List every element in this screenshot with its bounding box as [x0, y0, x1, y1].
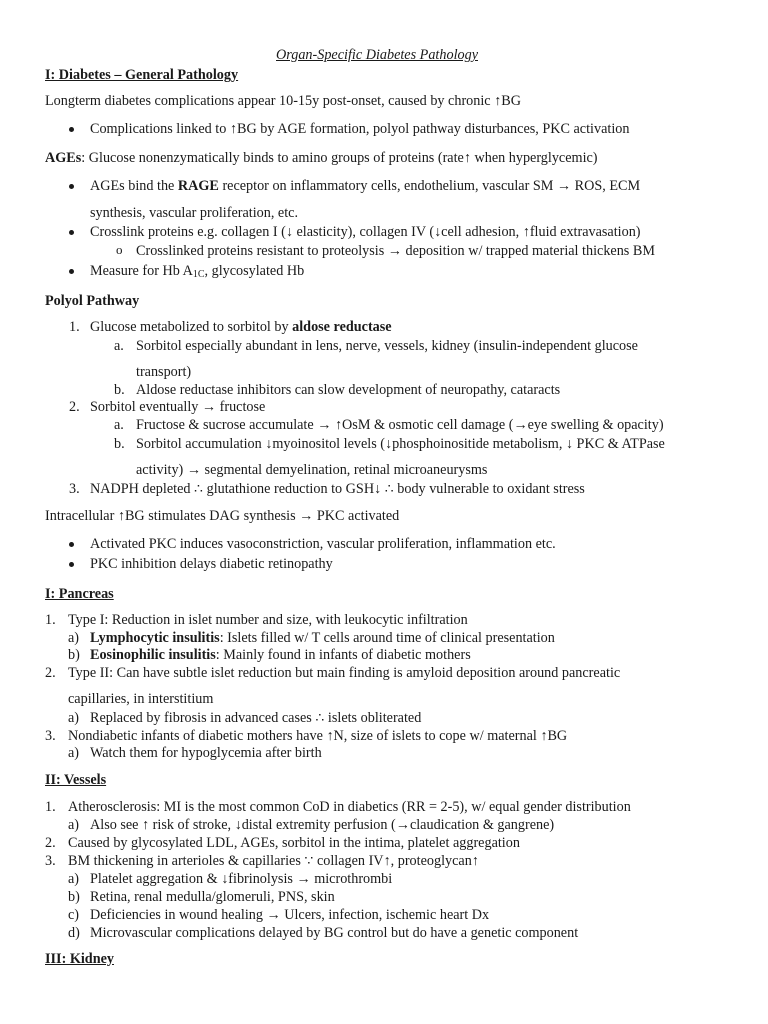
ages-paragraph: [45, 150, 598, 167]
aldose-reductase-term: aldose reductase: [292, 319, 392, 335]
section-heading-polyol: Polyol Pathway: [45, 293, 140, 309]
bullet-hba1c: [90, 263, 304, 283]
vessels-item-3d: Microvascular complications delayed by BG control but do have a genetic component: [90, 925, 579, 941]
polyol-item-2: Sorbitol eventually → fructose: [90, 399, 266, 415]
list-marker: 1.: [45, 799, 56, 815]
bullet-crosslink: Crosslink proteins e.g. collagen I (↓ elasticity), collagen IV (↓cell adhesion, ↑fluid extravasation): [90, 224, 641, 240]
vessels-item-1: Atherosclerosis: MI is the most common CoD in diabetics (RR = 2-5), w/ equal gender distribution: [68, 799, 631, 815]
sub-bullet-proteolysis: o Crosslinked proteins resistant to proteolysis → deposition w/ trapped material thickens BM: [136, 243, 655, 260]
page-title: Organ-Specific Diabetes Pathology: [276, 47, 478, 63]
pancreas-item-3: Nondiabetic infants of diabetic mothers have ↑N, size of islets to cope w/ maternal ↑BG: [68, 728, 568, 744]
list-marker: 3.: [69, 481, 80, 497]
list-marker: 2.: [45, 665, 56, 681]
list-marker: a): [68, 817, 80, 833]
lymphocytic-insulitis-text: : Islets filled w/ T cells around time of clinical presentation: [219, 630, 555, 646]
list-marker: a): [68, 710, 80, 726]
list-marker: 2.: [69, 399, 80, 415]
hba1c-subscript: 1C: [192, 269, 205, 280]
lymphocytic-insulitis-term: Lymphocytic insulitis: [90, 630, 220, 646]
list-marker: b.: [114, 382, 125, 398]
list-marker: d): [68, 925, 80, 941]
vessels-item-1a: Also see ↑ risk of stroke, ↓distal extremity perfusion (→claudication & gangrene): [90, 817, 555, 833]
pancreas-item-1a: [90, 630, 555, 647]
hba1c-post: , glycosylated Hb: [204, 263, 305, 279]
ages-text: : Glucose nonenzymatically binds to amino groups of proteins (rate↑ when hyperglycemic): [81, 150, 598, 166]
eosinophilic-insulitis-text: : Mainly found in infants of diabetic mothers: [215, 647, 471, 663]
section-heading-pancreas: I: Pancreas: [45, 586, 114, 602]
pancreas-item-1b: [90, 647, 471, 664]
polyol-item-1: [90, 319, 392, 336]
pancreas-item-1: Type I: Reduction in islet number and size, with leukocytic infiltration: [68, 612, 468, 628]
polyol-item-1b: Aldose reductase inhibitors can slow development of neuropathy, cataracts: [136, 382, 561, 398]
list-marker: b.: [114, 436, 125, 452]
list-marker: a): [68, 745, 80, 761]
vessels-item-3a: Platelet aggregation & ↓fibrinolysis → microthrombi: [90, 871, 393, 887]
list-marker: a.: [114, 338, 124, 354]
intro-text: Longterm diabetes complications appear 10-15y post-onset, caused by chronic ↑BG: [45, 93, 521, 109]
section-heading-vessels: II: Vessels: [45, 772, 107, 788]
section-heading-general-pathology: I: Diabetes – General Pathology: [45, 67, 239, 83]
list-marker: 2.: [45, 835, 56, 851]
polyol-item-2b: Sorbitol accumulation ↓myoinositol levels (↓phosphoinositide metabolism, ↓ PKC & ATPase: [136, 436, 665, 452]
bullet-pkc-activated: Activated PKC induces vasoconstriction, vascular proliferation, inflammation etc.: [90, 536, 556, 552]
bullet-complications: Complications linked to ↑BG by AGE formation, polyol pathway disturbances, PKC activation: [90, 121, 630, 137]
polyol-item-1-pre: Glucose metabolized to sorbitol by: [90, 319, 293, 335]
list-marker: 1.: [69, 319, 80, 335]
polyol-item-1a-continued: transport): [136, 364, 192, 380]
eosinophilic-insulitis-term: Eosinophilic insulitis: [90, 647, 216, 663]
list-marker: c): [68, 907, 80, 923]
bullet-rage: [90, 178, 640, 195]
polyol-item-1a: Sorbitol especially abundant in lens, nerve, vessels, kidney (insulin-independent glucose: [136, 338, 638, 354]
list-marker: 3.: [45, 728, 56, 744]
pancreas-item-3a: Watch them for hypoglycemia after birth: [90, 745, 322, 761]
bullet-rage-continued: synthesis, vascular proliferation, etc.: [90, 205, 299, 221]
list-marker: 3.: [45, 853, 56, 869]
vessels-item-2: Caused by glycosylated LDL, AGEs, sorbitol in the intima, platelet aggregation: [68, 835, 520, 851]
list-marker: a): [68, 871, 80, 887]
section-heading-kidney: III: Kidney: [45, 951, 114, 967]
hba1c-pre: Measure for Hb A: [90, 263, 193, 279]
rage-post: receptor on inflammatory cells, endothelium, vascular SM → ROS, ECM: [218, 178, 641, 194]
vessels-item-3: BM thickening in arterioles & capillaries ∵ collagen IV↑, proteoglycan↑: [68, 853, 479, 869]
vessels-item-3b: Retina, renal medulla/glomeruli, PNS, skin: [90, 889, 335, 905]
bullet-pkc-inhibition: PKC inhibition delays diabetic retinopathy: [90, 556, 333, 572]
polyol-item-2b-continued: activity) → segmental demyelination, retinal microaneurysms: [136, 462, 488, 478]
pancreas-item-2a: Replaced by fibrosis in advanced cases ∴ islets obliterated: [90, 710, 422, 726]
vessels-item-3c: Deficiencies in wound healing → Ulcers, infection, ischemic heart Dx: [90, 907, 490, 923]
list-marker: 1.: [45, 612, 56, 628]
list-marker: a): [68, 630, 80, 646]
rage-pre: AGEs bind the: [90, 178, 178, 194]
list-marker: b): [68, 647, 80, 663]
polyol-item-3: NADPH depleted ∴ glutathione reduction to GSH↓ ∴ body vulnerable to oxidant stress: [90, 481, 585, 497]
ages-term: AGEs: [45, 150, 82, 166]
pkc-intro: Intracellular ↑BG stimulates DAG synthesis → PKC activated: [45, 508, 400, 524]
polyol-item-2a: Fructose & sucrose accumulate → ↑OsM & osmotic cell damage (→eye swelling & opacity): [136, 417, 664, 433]
pancreas-item-2-continued: capillaries, in interstitium: [68, 691, 214, 707]
rage-term: RAGE: [177, 178, 219, 194]
list-marker: b): [68, 889, 80, 905]
list-marker: a.: [114, 417, 124, 433]
pancreas-item-2: Type II: Can have subtle islet reduction but main finding is amyloid deposition around pancreatic: [68, 665, 621, 681]
